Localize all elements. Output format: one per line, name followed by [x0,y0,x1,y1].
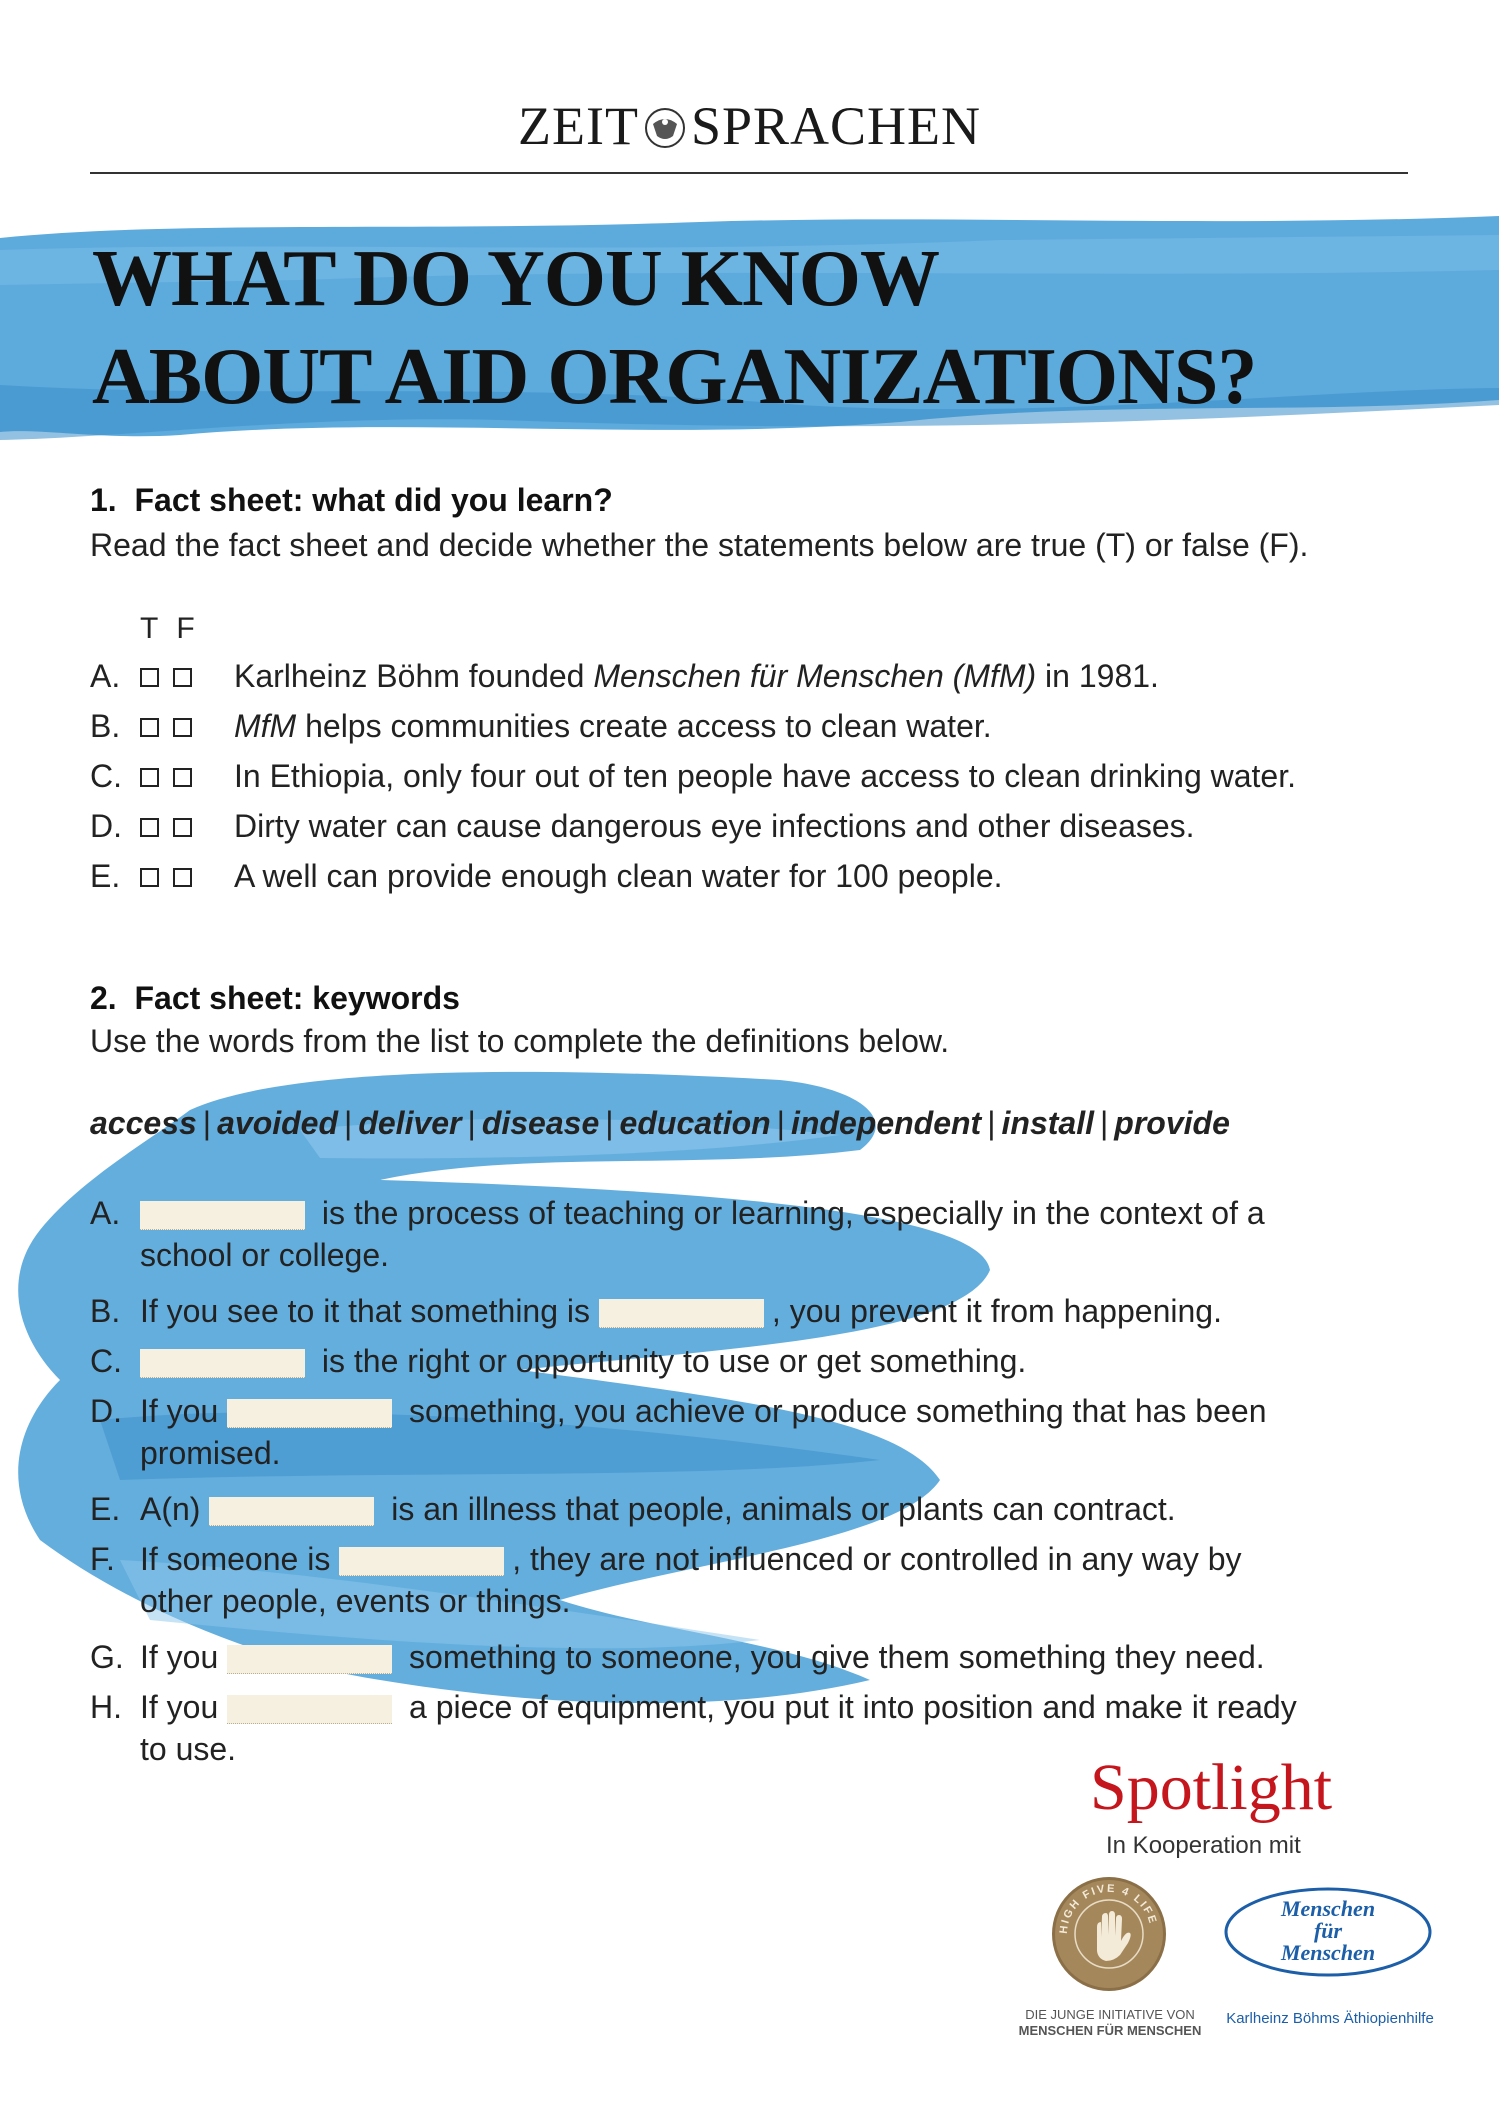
statement-letter: A. [90,658,121,694]
statement-text-part: In Ethiopia, only four out of ten people have access to clean drinking water. [234,758,1296,794]
statement-letter: E. [90,858,121,894]
mfm-logo-line-3: Menschen [1280,1940,1376,1965]
menschen-fuer-menschen-logo [1222,1885,1434,1979]
statement-text-part: Dirty water can cause dangerous eye infections and other diseases. [234,808,1195,844]
definition-letter: F. [90,1541,115,1577]
mfm-logo-line-2: für [1313,1918,1343,1943]
section-1-instruction: Read the fact sheet and decide whether the statements below are true (T) or false (F). [90,527,1309,563]
word-list-item: education [619,1105,771,1141]
masthead-left: ZEIT [517,96,639,156]
definition-continuation: promised. [140,1435,281,1471]
definition-letter: G. [90,1639,124,1675]
spotlight-logo: Spotlight [1090,1751,1333,1824]
word-list-item: independent [790,1105,982,1141]
false-column-label: F [176,612,195,645]
tf-column-header [140,612,195,646]
high-five-4-life-logo [1050,1875,1168,1993]
definition-text-after: something to someone, you give them something they need. [400,1639,1265,1675]
word-separator: | [605,1105,614,1141]
word-separator: | [776,1105,785,1141]
definition-text-before: If you see to it that something is [140,1293,599,1329]
statement-text-italic: MfM [234,708,297,744]
false-checkbox[interactable] [173,668,192,687]
definition-text-after: is an illness that people, animals or plants can contract. [382,1491,1176,1527]
word-list-item: avoided [217,1105,339,1141]
word-list-item: access [90,1105,197,1141]
definition-text-after: something, you achieve or produce something that has been [400,1393,1267,1429]
definition-text-before: If someone is [140,1541,340,1577]
true-checkbox[interactable] [140,718,159,737]
masthead-right: SPRACHEN [690,96,982,156]
true-column-label: T [140,612,159,645]
statement-row [90,758,1296,795]
answer-blank[interactable] [339,1547,504,1576]
false-checkbox[interactable] [173,718,192,737]
statement-letter: C. [90,758,122,794]
word-separator: | [467,1105,476,1141]
definition-text-after: a piece of equipment, you put it into position and make it ready [400,1689,1297,1725]
word-list-item: disease [481,1105,600,1141]
statement-text-part: in 1981. [1036,658,1159,694]
statement-text-italic: Menschen für Menschen (MfM) [593,658,1037,694]
section-2-heading: 2. Fact sheet: keywords [90,980,460,1016]
page-title-line-2: ABOUT AID ORGANIZATIONS? [92,333,1257,421]
word-list [90,1105,1230,1142]
word-separator: | [202,1105,212,1141]
definition-row [90,1538,1242,1622]
definition-text-after: is the process of teaching or learning, especially in the context of a [313,1195,1265,1231]
answer-blank[interactable] [599,1299,764,1328]
word-separator: | [1099,1105,1109,1141]
statement-text [234,658,1159,694]
definition-text-before: A(n) [140,1491,210,1527]
true-checkbox[interactable] [140,868,159,887]
statement-text [234,808,1195,844]
statement-text-part: Karlheinz Böhm founded [234,658,594,694]
false-checkbox[interactable] [173,768,192,787]
masthead-logo [0,95,1499,163]
definition-text-before: If you [140,1393,228,1429]
answer-blank[interactable] [140,1349,305,1378]
section-2-instruction: Use the words from the list to complete the definitions below. [90,1023,950,1059]
definition-text-after: , you prevent it from happening. [771,1293,1222,1329]
page-title [92,230,1256,426]
word-separator: | [987,1105,996,1141]
eagle-crest-icon [643,101,687,163]
word-list-item: deliver [358,1105,462,1141]
statement-text [234,858,1003,894]
high-five-caption-line-2: MENSCHEN FÜR MENSCHEN [1018,2023,1202,2038]
false-checkbox[interactable] [173,818,192,837]
answer-blank[interactable] [209,1497,374,1526]
answer-blank[interactable] [227,1399,392,1428]
definition-row [90,1390,1266,1474]
definition-continuation: school or college. [140,1237,390,1273]
definition-row [90,1290,1222,1332]
statement-letter: D. [90,808,122,844]
false-checkbox[interactable] [173,868,192,887]
high-five-caption [1000,2007,1220,2039]
cooperation-text: In Kooperation mit [1106,1832,1301,1859]
statement-letter: B. [90,708,121,744]
statement-row [90,658,1159,695]
statement-row [90,858,1003,895]
header-divider [90,172,1408,174]
definition-row [90,1488,1176,1530]
definition-letter: E. [90,1491,121,1527]
answer-blank[interactable] [140,1201,305,1230]
word-list-item: provide [1114,1105,1230,1141]
statement-row [90,808,1195,845]
definition-row [90,1636,1265,1678]
answer-blank[interactable] [227,1695,392,1724]
definition-text-after: is the right or opportunity to use or get something. [313,1343,1027,1379]
true-checkbox[interactable] [140,668,159,687]
true-checkbox[interactable] [140,768,159,787]
word-list-item: install [1001,1105,1094,1141]
definition-letter: A. [90,1195,121,1231]
statement-text-part: helps communities create access to clean water. [296,708,992,744]
definition-continuation: to use. [140,1731,237,1767]
definition-text-before: If you [140,1639,228,1675]
definition-row [90,1340,1026,1382]
high-five-caption-line-1: DIE JUNGE INITIATIVE VON [1025,2007,1195,2022]
page-title-line-1: WHAT DO YOU KNOW [92,235,940,323]
statement-text [234,758,1296,794]
definition-text-after: , they are not influenced or controlled in any way by [512,1541,1242,1577]
definition-continuation: other people, events or things. [140,1583,571,1619]
mfm-caption: Karlheinz Böhms Äthiopienhilfe [1226,2010,1434,2027]
statement-row [90,708,992,745]
statement-text-part: A well can provide enough clean water for 100 people. [234,858,1003,894]
definition-letter: H. [90,1689,122,1725]
answer-blank[interactable] [227,1645,392,1674]
statement-text [234,708,992,744]
definition-letter: C. [90,1343,122,1379]
mfm-logo-line-1: Menschen [1280,1896,1376,1921]
word-separator: | [344,1105,353,1141]
definition-row [90,1192,1265,1276]
high-five-ring-text: HIGH FIVE 4 LIFE [1057,1882,1159,1935]
true-checkbox[interactable] [140,818,159,837]
section-1-heading: 1. Fact sheet: what did you learn? [90,482,613,518]
definition-letter: D. [90,1393,122,1429]
definition-letter: B. [90,1293,121,1329]
definition-text-before: If you [140,1689,228,1725]
